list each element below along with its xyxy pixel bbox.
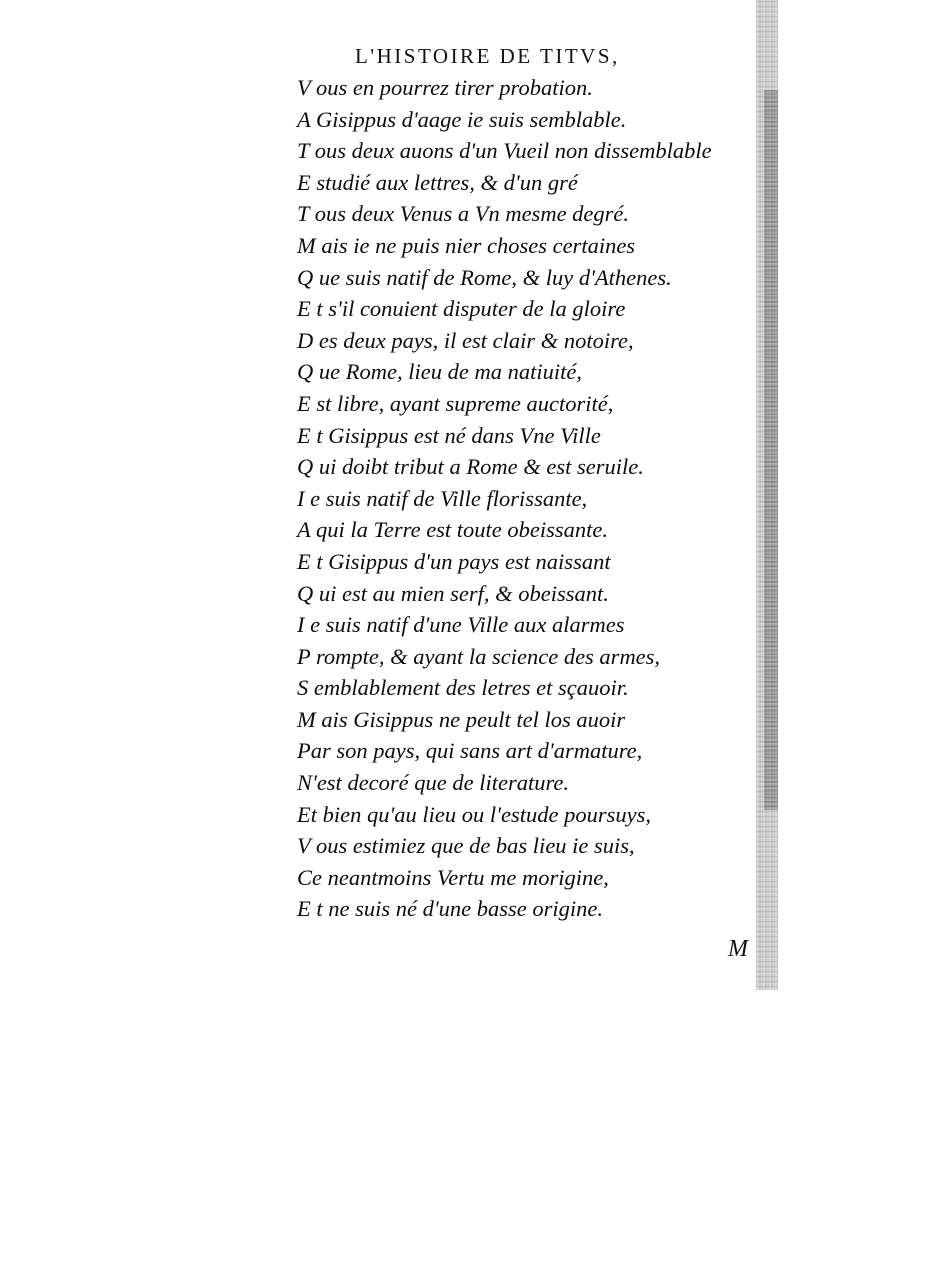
verse-line: Q ui est au mien serf, & obeissant. (297, 580, 609, 606)
verse-line: M ais Gisippus ne peult tel los auoir (297, 706, 626, 732)
catchword: M (728, 936, 748, 962)
verse-line: T ous deux Venus a Vn mesme degré. (297, 201, 630, 227)
verse-line: Q ue Rome, lieu de ma natiuité, (297, 359, 582, 385)
verse-line: D es deux pays, il est clair & notoire, (297, 327, 634, 353)
verse-line: M ais ie ne puis nier choses certaines (297, 232, 636, 258)
verse-line: I e suis natif d'une Ville aux alarmes (297, 612, 625, 638)
page-gutter-binding (764, 90, 778, 810)
verse-line: I e suis natif de Ville florissante, (297, 485, 588, 511)
verse-line: V ous estimiez que de bas lieu ie suis, (297, 833, 635, 859)
verse-line: Q ui doibt tribut a Rome & est seruile. (297, 454, 644, 480)
verse-line: T ous deux auons d'un Vueil non dissemblable (297, 138, 712, 164)
verse-line: A qui la Terre est toute obeissante. (297, 517, 609, 543)
running-head: L'HISTOIRE DE TITVS, (355, 44, 620, 68)
verse-line: E t Gisippus est né dans Vne Ville (297, 422, 601, 448)
verse-line: E t s'il conuient disputer de la gloire (297, 296, 626, 322)
verse-line: E st libre, ayant supreme auctorité, (297, 390, 614, 416)
verse-line: E t Gisippus d'un pays est naissant (297, 548, 611, 574)
verse-line: P rompte, & ayant la science des armes, (297, 643, 661, 669)
verse-line: Par son pays, qui sans art d'armature, (297, 738, 643, 764)
verse-line: N'est decoré que de literature. (297, 770, 570, 796)
verse-block (297, 72, 712, 925)
verse-line: S emblablement des letres et sçauoir. (297, 675, 629, 701)
verse-line: A Gisippus d'aage ie suis semblable. (297, 106, 627, 132)
verse-line: Et bien qu'au lieu ou l'estude poursuys, (297, 801, 651, 827)
verse-line: Ce neantmoins Vertu me morigine, (297, 864, 609, 890)
verse-line: E studié aux lettres, & d'un gré (297, 169, 578, 195)
verse-line: Q ue suis natif de Rome, & luy d'Athenes. (297, 264, 672, 290)
verse-line: V ous en pourrez tirer probation. (297, 75, 593, 100)
verse-line: E t ne suis né d'une basse origine. (297, 896, 604, 922)
